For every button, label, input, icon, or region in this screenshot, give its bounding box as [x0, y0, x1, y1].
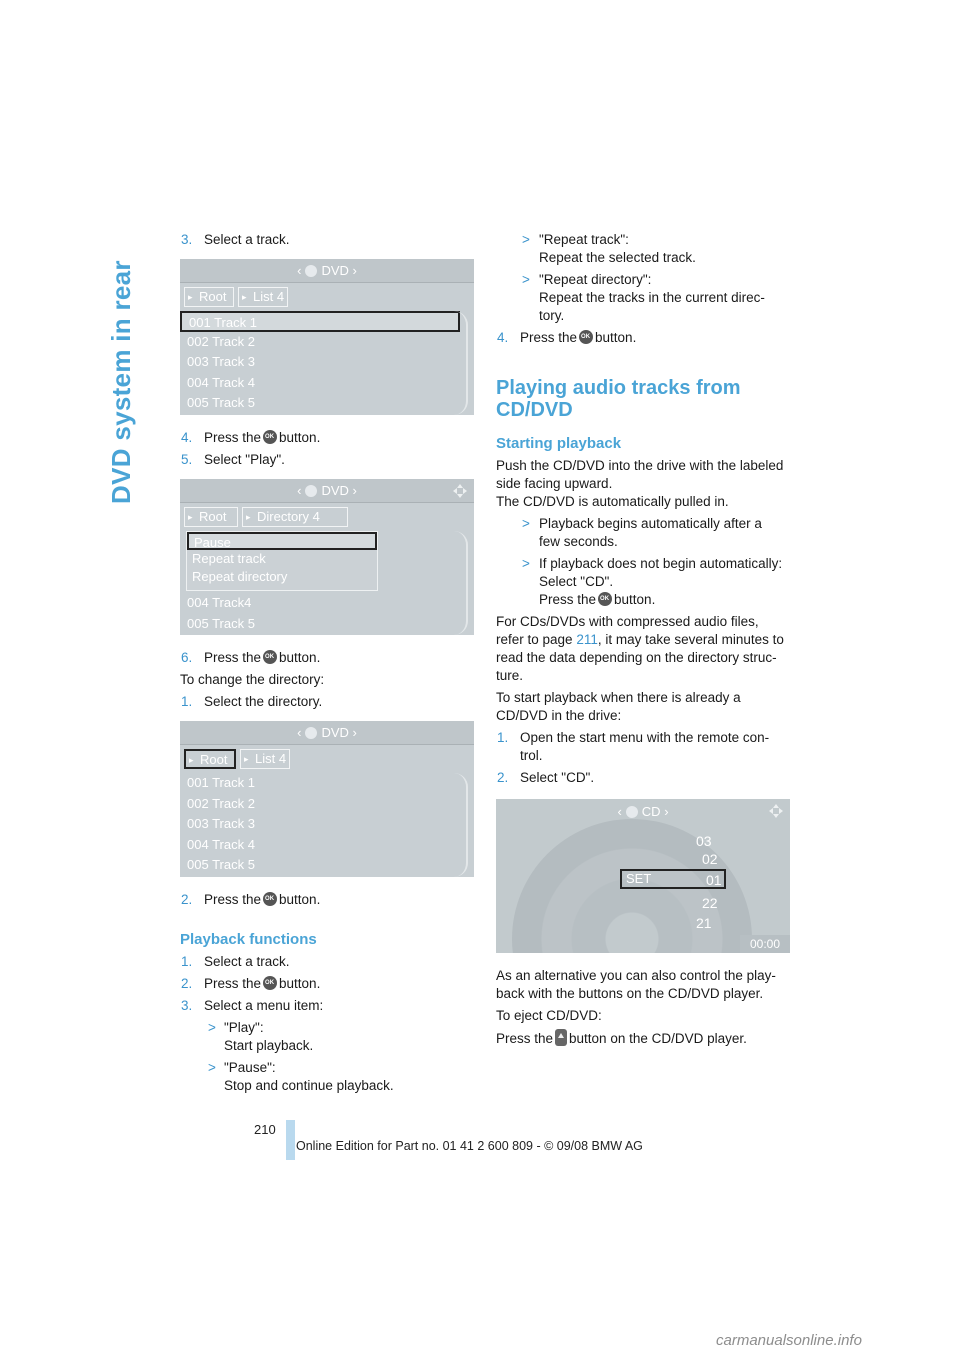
list-item[interactable]: 003 Track 3	[187, 354, 255, 369]
track-number[interactable]: 22	[702, 895, 718, 911]
step-select-track: 3. Select a track.	[181, 232, 290, 247]
list-item[interactable]: 002 Track 2	[187, 333, 255, 349]
compressed-files-paragraph: For CDs/DVDs with compressed audio files, refer to page 211, it may take several minutes to read the data depending on the directory struc- ture.	[496, 614, 784, 683]
disc-in-drive-paragraph: To start playback when there is already a CD/DVD in the drive:	[496, 690, 741, 723]
breadcrumb	[182, 749, 474, 771]
cd-screen	[496, 799, 790, 953]
left-column	[180, 231, 476, 1099]
change-directory-text: To change the directory:	[180, 672, 325, 687]
ok-button-icon	[263, 892, 277, 906]
footer-bar	[286, 1120, 295, 1160]
track-number[interactable]: 02	[702, 851, 718, 867]
disc-icon	[305, 727, 317, 739]
eject-button-icon	[555, 1029, 567, 1046]
playback-menu	[186, 531, 378, 591]
menu-item-pause[interactable]: Pause	[187, 532, 377, 550]
step-select-directory: 1. Select the directory.	[181, 694, 323, 709]
ok-button-icon	[263, 430, 277, 444]
step-select-cd: 2. Select "CD".	[497, 770, 595, 785]
crumb-list[interactable]: ▸ List 4	[238, 287, 288, 307]
scroll-curve	[454, 773, 468, 877]
step-press-ok: 6. Press theOK button.	[180, 649, 476, 667]
alternative-control-paragraph: As an alternative you can also control the play- back with the buttons on the CD/DVD player.	[496, 968, 776, 1001]
time-readout: 00:00	[740, 935, 790, 953]
crumb-root[interactable]: ▸ Root	[184, 287, 234, 307]
bullet-pause: > "Pause": Stop and continue playback.	[208, 1060, 394, 1093]
track-number[interactable]: 03	[696, 833, 712, 849]
breadcrumb	[182, 507, 474, 529]
list-item[interactable]: 004 Track4	[187, 595, 252, 610]
screen-header: ‹ CD ›	[617, 804, 669, 819]
step-select-menu-item: 3. Select a menu item:	[181, 998, 324, 1013]
crumb-root[interactable]: ▸ Root	[184, 507, 238, 527]
page-number: 210	[254, 1122, 276, 1137]
crumb-root[interactable]: ▸ Root	[184, 749, 236, 769]
list-item[interactable]: 002 Track 2	[187, 795, 255, 811]
screen-header: ‹ DVD ›	[297, 263, 357, 278]
page-link[interactable]: 211	[576, 632, 598, 647]
insert-disc-paragraph: Push the CD/DVD into the drive with the labeled side facing upward. The CD/DVD is automatically pulled in.	[496, 458, 784, 509]
menu-item-repeat-track[interactable]: Repeat track	[192, 551, 266, 566]
edition-text: Online Edition for Part no. 01 41 2 600 809 - © 09/08 BMW AG	[296, 1139, 643, 1153]
step-select-play: 5. Select "Play".	[181, 452, 285, 467]
dvd-screen-directory	[180, 721, 474, 877]
bullet-repeat-directory: > "Repeat directory": Repeat the tracks in the current direc- tory.	[522, 272, 765, 323]
right-column	[496, 231, 792, 1052]
list-item[interactable]: 005 Track 5	[187, 615, 255, 631]
disc-icon	[305, 265, 317, 277]
breadcrumb	[182, 287, 474, 309]
set-label: SET	[626, 871, 652, 886]
step-press-ok: 2. Press theOK button.	[180, 891, 476, 909]
bullet-manual-play: > If playback does not begin automatically: Select "CD". Press theOK button.	[496, 555, 792, 609]
scroll-curve	[454, 311, 468, 415]
menu-item-repeat-directory[interactable]: Repeat directory	[192, 569, 288, 584]
step-press-ok: 4. Press theOK button.	[180, 429, 476, 447]
dvd-screen-tracks	[180, 259, 474, 415]
crumb-directory[interactable]: ▸ Directory 4	[242, 507, 348, 527]
track-list	[180, 311, 460, 414]
bullet-repeat-track: > "Repeat track": Repeat the selected track.	[522, 232, 696, 265]
controller-icon	[452, 483, 468, 499]
list-item[interactable]: 001 Track 1	[180, 311, 460, 332]
bullet-play: > "Play": Start playback.	[208, 1020, 314, 1053]
watermark: carmanualsonline.info	[716, 1332, 862, 1349]
dvd-screen-menu	[180, 479, 474, 635]
section-title: DVD system in rear	[106, 260, 136, 504]
crumb-list[interactable]: ▸ List 4	[240, 749, 290, 769]
ok-button-icon	[598, 592, 612, 606]
list-item[interactable]: 005 Track 5	[187, 857, 255, 872]
list-item[interactable]: 004 Track 4	[187, 374, 255, 390]
scroll-curve	[454, 531, 468, 635]
controller-icon	[768, 803, 784, 819]
disc-icon	[626, 806, 638, 818]
starting-playback-heading: Starting playback	[496, 435, 622, 452]
bullet-auto-play: > Playback begins automatically after a few seconds.	[522, 516, 762, 549]
list-item[interactable]: 004 Track 4	[187, 836, 255, 852]
step-press-ok: 2. Press theOK button.	[180, 975, 476, 993]
track-list	[180, 593, 460, 634]
eject-instruction: Press the button on the CD/DVD player.	[496, 1031, 747, 1046]
track-number[interactable]: 21	[696, 915, 712, 931]
playback-functions-heading: Playback functions	[180, 931, 317, 948]
track-number[interactable]: 01	[706, 872, 722, 888]
ok-button-icon	[579, 330, 593, 344]
ok-button-icon	[263, 976, 277, 990]
disc-icon	[305, 485, 317, 497]
list-item[interactable]: 001 Track 1	[187, 775, 255, 790]
list-item[interactable]: 005 Track 5	[187, 395, 255, 410]
step-open-start-menu: 1. Open the start menu with the remote con- trol.	[497, 730, 770, 763]
list-item[interactable]: 003 Track 3	[187, 816, 255, 831]
step-select-track: 1. Select a track.	[181, 954, 290, 969]
screen-header: ‹ DVD ›	[297, 725, 357, 740]
track-list	[180, 773, 460, 876]
eject-heading: To eject CD/DVD:	[496, 1008, 602, 1023]
ok-button-icon	[263, 650, 277, 664]
step-press-ok: 4. Press theOK button.	[496, 329, 792, 347]
section-heading: Playing audio tracks from CD/DVD	[496, 377, 741, 421]
screen-header: ‹ DVD ›	[297, 483, 357, 498]
